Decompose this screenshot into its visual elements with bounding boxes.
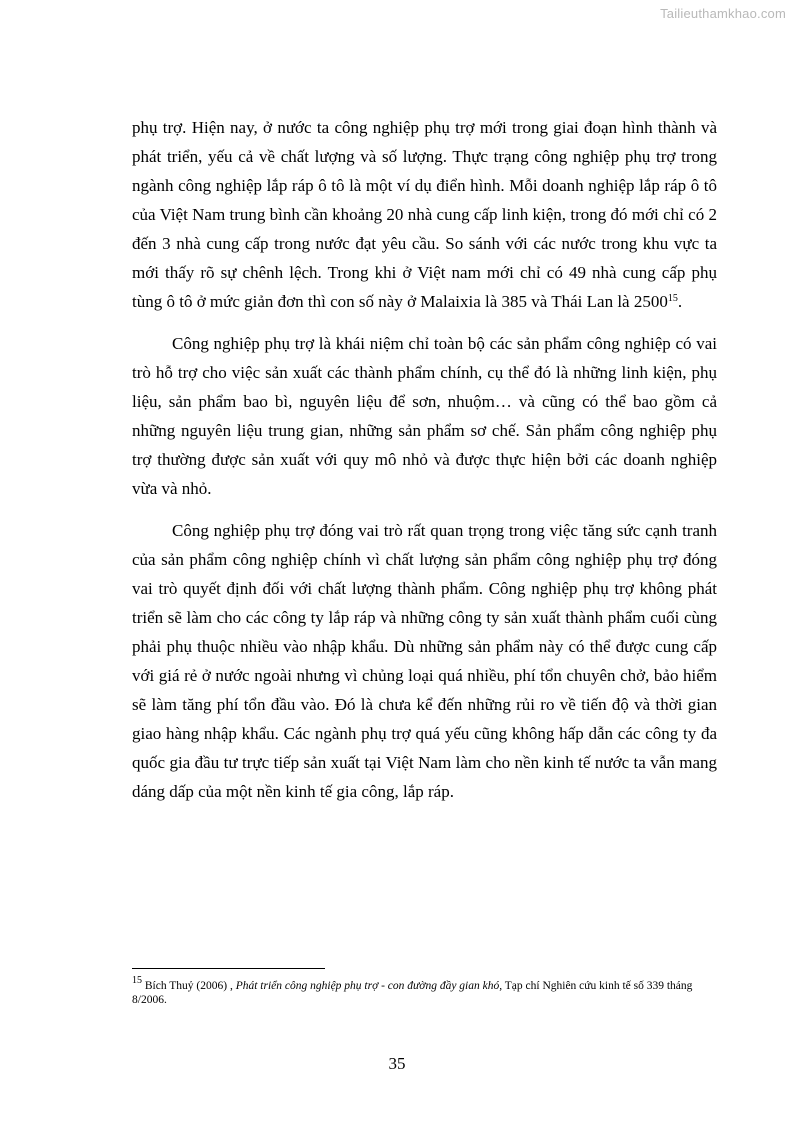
paragraph-1 [132, 113, 717, 316]
footnote-author: Bích Thuỷ (2006) , [142, 980, 236, 992]
paragraph-1-text: phụ trợ. Hiện nay, ở nước ta công nghiệp phụ trợ mới trong giai đoạn hình thành và phát triển, yếu cả về chất lượng và số lượng. Thực trạng công nghiệp phụ trợ trong ngành công nghiệp lắp ráp ô tô là một ví dụ điển hình. Mỗi doanh nghiệp lắp ráp ô tô của Việt Nam trung bình cần khoảng 20 nhà cung cấp linh kiện, trong đó mới chỉ có 2 đến 3 nhà cung cấp trong nước đạt yêu cầu. So sánh với các nước trong khu vực ta mới thấy rõ sự chênh lệch. Trong khi ở Việt nam mới chỉ có 49 nhà cung cấp phụ tùng ô tô ở mức giản đơn thì con số này ở Malaixia là 385 và Thái Lan là 2500 [132, 118, 717, 311]
body-text [132, 113, 717, 819]
paragraph-3: Công nghiệp phụ trợ đóng vai trò rất quan trọng trong việc tăng sức cạnh tranh của sản phẩm công nghiệp chính vì chất lượng sản phẩm công nghiệp phụ trợ đóng vai trò quyết định đối với chất lượng thành phẩm. Công nghiệp phụ trợ không phát triển sẽ làm cho các công ty lắp ráp và những công ty sản xuất thành phẩm cuối cùng phải phụ thuộc nhiều vào nhập khẩu. Dù những sản phẩm này có thể được cung cấp với giá rẻ ở nước ngoài nhưng vì chủng loại quá nhiều, phí tổn chuyên chở, bảo hiểm sẽ làm tăng phí tổn đầu vào. Đó là chưa kể đến những rủi ro về tiến độ và thời gian giao hàng nhập khẩu. Các ngành phụ trợ quá yếu cũng không hấp dẫn các công ty đa quốc gia đầu tư trực tiếp sản xuất tại Việt Nam làm cho nền kinh tế nước ta vẫn mang dáng dấp của một nền kinh tế gia công, lắp ráp. [132, 521, 717, 801]
paragraph-1-end: . [677, 292, 683, 311]
footnote-reference[interactable]: 15 [667, 293, 678, 304]
footnote-source: Tạp chí Nghiên cứu kinh tế số 339 tháng 8/2006. [132, 980, 693, 1006]
footnote-number: 15 [132, 975, 142, 986]
page-number: 35 [388, 1054, 406, 1073]
paragraph-2: Công nghiệp phụ trợ là khái niệm chỉ toàn bộ các sản phẩm công nghiệp có vai trò hỗ trợ cho việc sản xuất các thành phẩm chính, cụ thể đó là những linh kiện, phụ liệu, sản phẩm bao bì, nguyên liệu để sơn, nhuộm… và cũng có thể bao gồm cả những nguyên liệu trung gian, những sản phẩm sơ chế. Sản phẩm công nghiệp phụ trợ thường được sản xuất với quy mô nhỏ và được thực hiện bởi các doanh nghiệp vừa và nhỏ. [132, 334, 717, 498]
footnote-divider [132, 968, 325, 969]
footnote-title: Phát triển công nghiệp phụ trợ - con đường đầy gian khó, [235, 980, 503, 992]
watermark: Tailieuthamkhao.com [660, 6, 786, 21]
footnote [132, 975, 717, 1007]
